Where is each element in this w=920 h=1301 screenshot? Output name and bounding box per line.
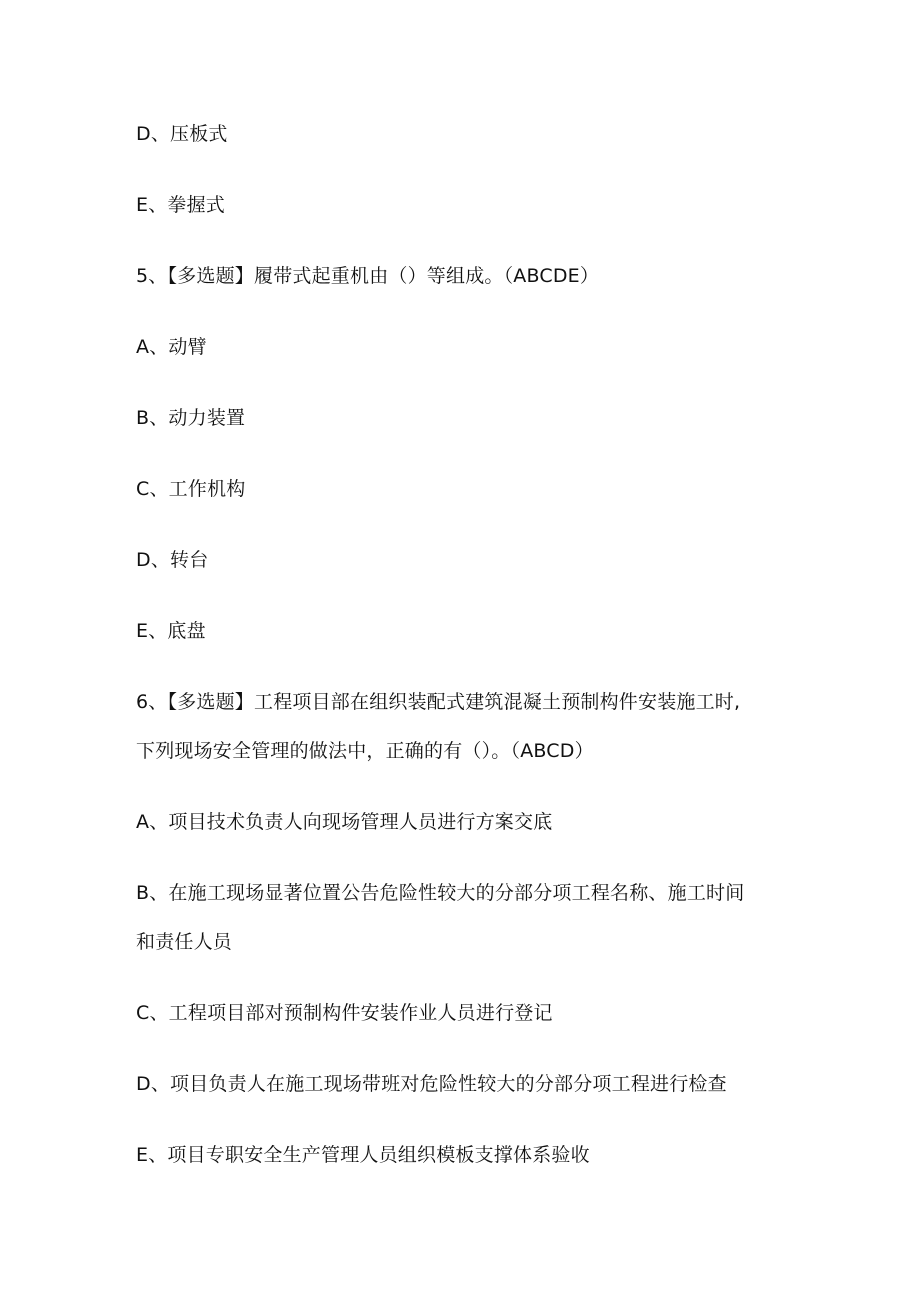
q6-option-d: D、项目负责人在施工现场带班对危险性较大的分部分项工程进行检查 xyxy=(136,1073,727,1095)
q5-option-e: E、底盘 xyxy=(136,620,206,642)
q6-option-e: E、项目专职安全生产管理人员组织模板支撑体系验收 xyxy=(136,1144,590,1166)
q5-option-a: A、动臂 xyxy=(136,336,207,358)
question-5: 5、【多选题】履带式起重机由（）等组成。（ABCDE） xyxy=(136,265,600,287)
q6-option-a: A、项目技术负责人向现场管理人员进行方案交底 xyxy=(136,811,553,833)
q5-option-b: B、动力装置 xyxy=(136,407,246,429)
q5-option-c: C、工作机构 xyxy=(136,478,246,500)
q6-option-b-line2: 和责任人员 xyxy=(136,931,233,953)
question-6-line1: 6、【多选题】工程项目部在组织装配式建筑混凝土预制构件安装施工时, xyxy=(136,691,741,713)
q6-option-b-line1: B、在施工现场显著位置公告危险性较大的分部分项工程名称、施工时间 xyxy=(136,882,745,904)
option-e-prev: E、拳握式 xyxy=(136,194,226,216)
option-d-prev: D、压板式 xyxy=(136,123,228,145)
question-6-line2: 下列现场安全管理的做法中，正确的有（）。（ABCD） xyxy=(136,740,594,762)
q5-option-d: D、转台 xyxy=(136,549,209,571)
q6-option-c: C、工程项目部对预制构件安装作业人员进行登记 xyxy=(136,1002,553,1024)
